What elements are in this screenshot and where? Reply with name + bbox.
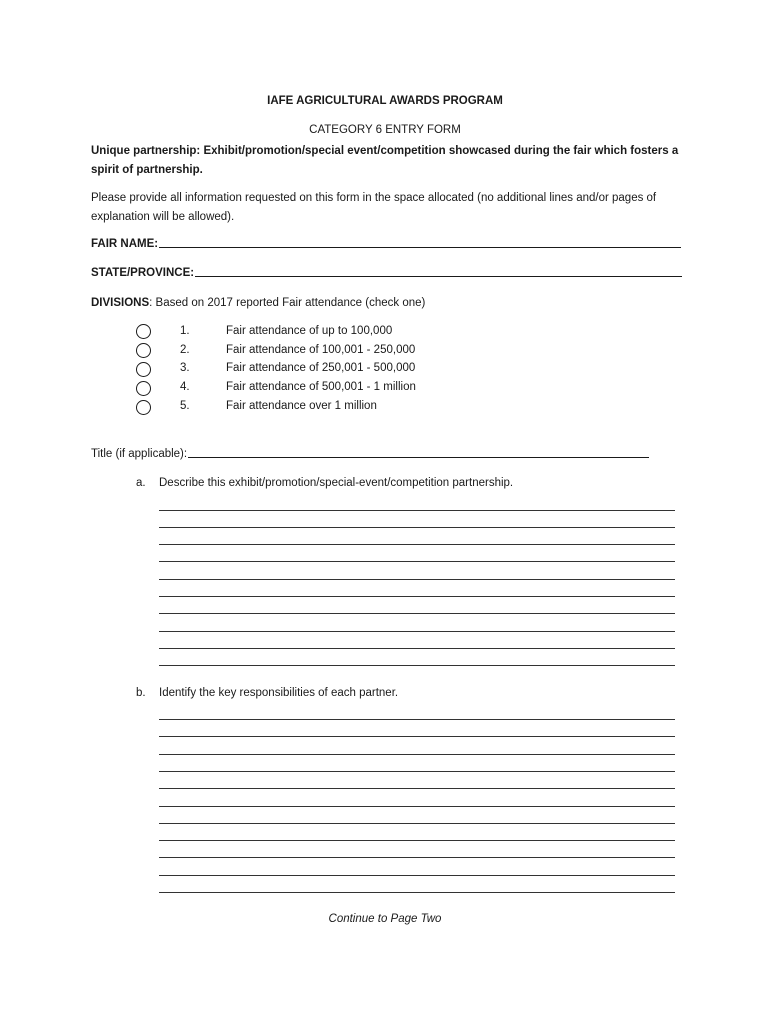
answer-line[interactable] bbox=[159, 806, 675, 807]
division-label: Fair attendance of 250,001 - 500,000 bbox=[226, 362, 416, 374]
division-number: 1. bbox=[180, 325, 190, 337]
answer-line[interactable] bbox=[159, 771, 675, 772]
state-province-field[interactable] bbox=[91, 267, 682, 279]
radio-button[interactable] bbox=[136, 400, 151, 415]
radio-button[interactable] bbox=[136, 362, 151, 377]
answer-line[interactable] bbox=[159, 857, 675, 858]
title-line[interactable] bbox=[188, 457, 649, 458]
continue-footer: Continue to Page Two bbox=[328, 913, 442, 925]
division-label: Fair attendance over 1 million bbox=[226, 400, 377, 412]
division-label: Fair attendance of up to 100,000 bbox=[226, 325, 393, 337]
answer-line[interactable] bbox=[159, 596, 675, 597]
answer-line[interactable] bbox=[159, 544, 675, 545]
fair-name-line[interactable] bbox=[159, 247, 681, 248]
question-b-text: Identify the key responsibilities of each partner. bbox=[159, 687, 399, 699]
answer-line[interactable] bbox=[159, 823, 675, 824]
answer-line[interactable] bbox=[159, 840, 675, 841]
fair-name-label: FAIR NAME: bbox=[91, 238, 159, 250]
form-title: CATEGORY 6 ENTRY FORM bbox=[309, 124, 461, 136]
answer-line[interactable] bbox=[159, 788, 675, 789]
question-a-marker: a. bbox=[136, 477, 146, 489]
state-province-label: STATE/PROVINCE: bbox=[91, 267, 195, 279]
instructions-text: Please provide all information requested on this form in the space allocated (no additional lines and/or pages of explanation will be allowed). bbox=[91, 192, 657, 223]
answer-line[interactable] bbox=[159, 579, 675, 580]
answer-line[interactable] bbox=[159, 510, 675, 511]
radio-button[interactable] bbox=[136, 343, 151, 358]
division-number: 3. bbox=[180, 362, 190, 374]
divisions-heading bbox=[91, 297, 425, 309]
answer-line[interactable] bbox=[159, 631, 675, 632]
title-label: Title (if applicable): bbox=[91, 448, 188, 460]
fair-name-field[interactable] bbox=[91, 238, 681, 250]
question-a-text: Describe this exhibit/promotion/special-event/competition partnership. bbox=[159, 477, 514, 489]
answer-line[interactable] bbox=[159, 561, 675, 562]
answer-line[interactable] bbox=[159, 736, 675, 737]
divisions-label: DIVISIONS bbox=[91, 297, 150, 309]
radio-button[interactable] bbox=[136, 324, 151, 339]
answer-line[interactable] bbox=[159, 892, 675, 893]
answer-line[interactable] bbox=[159, 648, 675, 649]
answer-line[interactable] bbox=[159, 527, 675, 528]
category-description: Unique partnership: Exhibit/promotion/special event/competition showcased during the fair which fosters a spirit of partnership. bbox=[91, 145, 679, 176]
division-number: 5. bbox=[180, 400, 190, 412]
divisions-note: : Based on 2017 reported Fair attendance (check one) bbox=[149, 297, 426, 309]
question-b-marker: b. bbox=[136, 687, 146, 699]
title-field[interactable] bbox=[91, 448, 649, 460]
answer-line[interactable] bbox=[159, 665, 675, 666]
division-label: Fair attendance of 500,001 - 1 million bbox=[226, 381, 416, 393]
division-label: Fair attendance of 100,001 - 250,000 bbox=[226, 344, 416, 356]
division-number: 4. bbox=[180, 381, 190, 393]
radio-button[interactable] bbox=[136, 381, 151, 396]
answer-line[interactable] bbox=[159, 875, 675, 876]
answer-line[interactable] bbox=[159, 719, 675, 720]
answer-line[interactable] bbox=[159, 754, 675, 755]
program-title: IAFE AGRICULTURAL AWARDS PROGRAM bbox=[267, 95, 503, 107]
division-number: 2. bbox=[180, 344, 190, 356]
state-province-line[interactable] bbox=[195, 276, 682, 277]
answer-line[interactable] bbox=[159, 613, 675, 614]
